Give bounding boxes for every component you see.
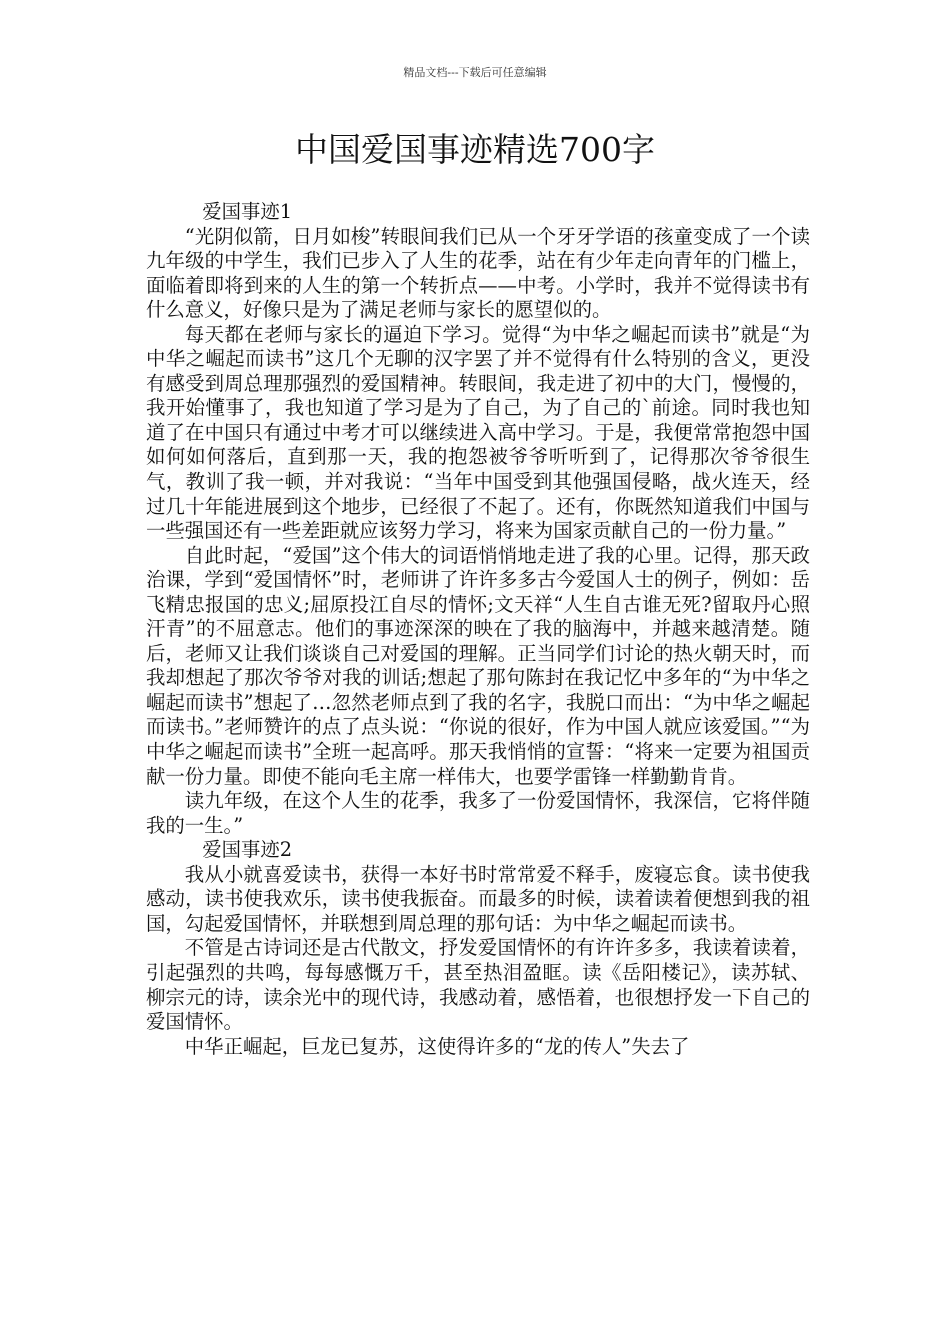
- paragraph: 读九年级，在这个人生的花季，我多了一份爱国情怀，我深信，它将伴随我的一生。”: [146, 789, 810, 837]
- document-body: [146, 200, 810, 1059]
- paragraph: 我从小就喜爱读书，获得一本好书时常常爱不释手，废寝忘食。读书使我感动，读书使我欢乐，读书使我振奋。而最多的时候，读着读着便想到我的祖国，勾起爱国情怀，并联想到周总理的那句话：为中华之崛起而读书。: [146, 862, 810, 935]
- paragraph: 不管是古诗词还是古代散文，抒发爱国情怀的有许许多多，我读着读着，引起强烈的共鸣，每每感慨万千，甚至热泪盈眶。读《岳阳楼记》，读苏轼、柳宗元的诗，读余光中的现代诗，我感动着，感悟着，也很想抒发一下自己的爱国情怀。: [146, 936, 810, 1034]
- section-heading-1: 爱国事迹1: [202, 200, 293, 223]
- paragraph: 中华正崛起，巨龙已复苏，这使得许多的“龙的传人”失去了: [184, 1034, 690, 1058]
- paragraph: “光阴似箭，日月如梭”转眼间我们已从一个牙牙学语的孩童变成了一个读九年级的中学生，我们已步入了人生的花季，站在有少年走向青年的门槛上，面临着即将到来的人生的第一个转折点——中考。小学时，我并不觉得读书有什么意义，好像只是为了满足老师与家长的愿望似的。: [146, 224, 810, 322]
- header-note: 精品文档---下载后可任意编辑: [403, 66, 547, 79]
- paragraph: 每天都在老师与家长的逼迫下学习。觉得“为中华之崛起而读书”就是“为中华之崛起而读书”这几个无聊的汉字罢了并不觉得有什么特别的含义，更没有感受到周总理那强烈的爱国精神。转眼间，我走进了初中的大门，慢慢的，我开始懂事了，我也知道了学习是为了自己，为了自己的`前途。同时我也知道了在中国只有通过中考才可以继续进入高中学习。于是，我便常常抱怨中国如何如何落后，直到那一天，我的抱怨被爷爷听听到了，记得那次爷爷很生气，教训了我一顿，并对我说：“当年中国受到其他强国侵略，战火连天，经过几十年能进展到这个地步，已经很了不起了。还有，你既然知道我们中国与一些强国还有一些差距就应该努力学习，将来为国家贡献自己的一份力量。”: [146, 322, 810, 543]
- section-heading-2: 爱国事迹2: [202, 838, 293, 862]
- page-title: 中国爱国事迹精选700字: [295, 130, 655, 169]
- paragraph: 自此时起，“爱国”这个伟大的词语悄悄地走进了我的心里。记得，那天政治课，学到“爱国情怀”时，老师讲了许许多多古今爱国人士的例子，例如：岳飞精忠报国的忠义;屈原投江自尽的情怀;文天祥“人生自古谁无死?留取丹心照汗青”的不屈意志。他们的事迹深深的映在了我的脑海中，并越来越清楚。随后，老师又让我们谈谈自己对爱国的理解。正当同学们讨论的热火朝天时，而我却想起了那次爷爷对我的训话;想起了那句陈封在我记忆中多年的“为中华之崛起而读书”想起了…忽然老师点到了我的名字，我脱口而出：“为中华之崛起而读书。”老师赞许的点了点头说：“你说的很好，作为中国人就应该爱国。”“为中华之崛起而读书”全班一起高呼。那天我悄悄的宣誓：“将来一定要为祖国贡献一份力量。即使不能向毛主席一样伟大，也要学雷锋一样勤勤肯肯。: [146, 543, 810, 788]
